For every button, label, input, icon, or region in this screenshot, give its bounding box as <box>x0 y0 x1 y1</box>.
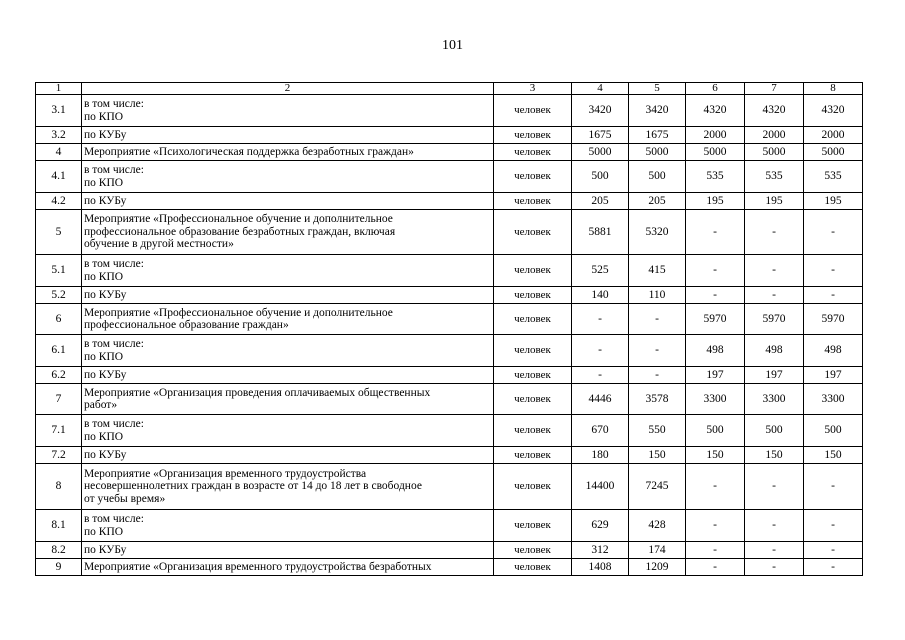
unit-cell: человек <box>494 304 572 335</box>
value-cell: 4446 <box>572 384 629 415</box>
table-row <box>36 193 863 210</box>
description-line: в том числе: <box>84 338 144 350</box>
value-cell: - <box>686 287 745 304</box>
unit-cell: человек <box>494 193 572 210</box>
value-cell: 4320 <box>686 95 745 127</box>
description-line: профессиональное образование безработных граждан, включая <box>84 225 396 238</box>
description-line: Мероприятие «Профессиональное обучение и дополнительное <box>84 306 393 319</box>
value-cell: 3420 <box>629 95 686 127</box>
value-cell: 5320 <box>629 210 686 255</box>
row-number-cell: 5.1 <box>36 255 82 287</box>
unit-cell: человек <box>494 384 572 415</box>
description-cell <box>82 464 494 510</box>
description-line: Мероприятие «Психологическая поддержка безработных граждан» <box>84 145 414 158</box>
unit-cell: человек <box>494 559 572 576</box>
row-number-cell: 5.2 <box>36 287 82 304</box>
value-cell: - <box>804 210 863 255</box>
value-cell: 205 <box>572 193 629 210</box>
value-cell: 670 <box>572 415 629 447</box>
row-number-cell: 8.1 <box>36 510 82 542</box>
value-cell: 2000 <box>686 127 745 144</box>
table-row <box>36 335 863 367</box>
value-cell: 1675 <box>572 127 629 144</box>
description-cell <box>82 447 494 464</box>
value-cell: 205 <box>629 193 686 210</box>
row-number-cell: 3.1 <box>36 95 82 127</box>
unit-cell: человек <box>494 287 572 304</box>
value-cell: 500 <box>629 161 686 193</box>
value-cell: 110 <box>629 287 686 304</box>
unit-cell: человек <box>494 161 572 193</box>
row-number-cell: 4.1 <box>36 161 82 193</box>
page-number: 101 <box>442 38 463 53</box>
description-cell <box>82 210 494 255</box>
description-cell <box>82 255 494 287</box>
row-number-cell: 7 <box>36 384 82 415</box>
value-cell: 498 <box>686 335 745 367</box>
value-cell: - <box>745 464 804 510</box>
value-cell: - <box>804 287 863 304</box>
row-number-cell: 9 <box>36 559 82 576</box>
table-row <box>36 95 863 127</box>
value-cell: - <box>572 304 629 335</box>
unit-cell: человек <box>494 335 572 367</box>
header-cell: 2 <box>82 83 494 95</box>
table-row <box>36 210 863 255</box>
row-number-cell: 7.2 <box>36 447 82 464</box>
value-cell: 5000 <box>572 144 629 161</box>
description-line: несовершеннолетних граждан в возрасте от 14 до 18 лет в свободное <box>84 480 422 493</box>
value-cell: 195 <box>745 193 804 210</box>
value-cell: 312 <box>572 542 629 559</box>
value-cell: 535 <box>686 161 745 193</box>
description-line: по КПО <box>84 270 124 283</box>
value-cell: 2000 <box>804 127 863 144</box>
description-line: по КУБу <box>84 543 127 556</box>
description-line: Мероприятие «Организация проведения оплачиваемых общественных <box>84 386 431 399</box>
value-cell: 150 <box>686 447 745 464</box>
description-line: работ» <box>84 399 118 411</box>
value-cell: - <box>804 542 863 559</box>
table-row <box>36 447 863 464</box>
table-row <box>36 144 863 161</box>
row-number-cell: 8 <box>36 464 82 510</box>
description-cell <box>82 95 494 127</box>
value-cell: 150 <box>629 447 686 464</box>
value-cell: - <box>572 367 629 384</box>
value-cell: 5000 <box>745 144 804 161</box>
value-cell: 535 <box>804 161 863 193</box>
value-cell: - <box>804 464 863 510</box>
value-cell: - <box>686 510 745 542</box>
row-number-cell: 6.1 <box>36 335 82 367</box>
description-line: в том числе: <box>84 513 144 525</box>
value-cell: - <box>629 335 686 367</box>
value-cell: 1675 <box>629 127 686 144</box>
value-cell: - <box>745 542 804 559</box>
description-line: в том числе: <box>84 418 144 430</box>
value-cell: 3578 <box>629 384 686 415</box>
value-cell: - <box>804 255 863 287</box>
description-line: по КУБу <box>84 448 127 461</box>
description-cell <box>82 384 494 415</box>
value-cell: 500 <box>804 415 863 447</box>
table-header-row <box>36 83 863 95</box>
value-cell: 5000 <box>686 144 745 161</box>
row-number-cell: 7.1 <box>36 415 82 447</box>
value-cell: - <box>804 510 863 542</box>
value-cell: 140 <box>572 287 629 304</box>
description-line: в том числе: <box>84 258 144 270</box>
table-row <box>36 367 863 384</box>
row-number-cell: 5 <box>36 210 82 255</box>
description-cell <box>82 335 494 367</box>
unit-cell: человек <box>494 542 572 559</box>
row-number-cell: 4 <box>36 144 82 161</box>
description-line: в том числе: <box>84 164 144 176</box>
value-cell: 2000 <box>745 127 804 144</box>
value-cell: 3420 <box>572 95 629 127</box>
value-cell: 14400 <box>572 464 629 510</box>
value-cell: 150 <box>804 447 863 464</box>
table-row <box>36 304 863 335</box>
unit-cell: человек <box>494 255 572 287</box>
table-row <box>36 161 863 193</box>
description-cell <box>82 161 494 193</box>
value-cell: 415 <box>629 255 686 287</box>
description-line: по КПО <box>84 525 124 538</box>
value-cell: - <box>686 464 745 510</box>
table-row <box>36 415 863 447</box>
description-line: по КПО <box>84 110 124 123</box>
description-line: по КУБу <box>84 368 127 381</box>
header-cell: 7 <box>745 83 804 95</box>
header-cell: 8 <box>804 83 863 95</box>
value-cell: 428 <box>629 510 686 542</box>
header-cell: 1 <box>36 83 82 95</box>
description-line: Мероприятие «Профессиональное обучение и дополнительное <box>84 213 393 226</box>
value-cell: 150 <box>745 447 804 464</box>
row-number-cell: 4.2 <box>36 193 82 210</box>
value-cell: 5000 <box>804 144 863 161</box>
value-cell: 498 <box>745 335 804 367</box>
value-cell: - <box>629 304 686 335</box>
row-number-cell: 6.2 <box>36 367 82 384</box>
unit-cell: человек <box>494 415 572 447</box>
value-cell: 174 <box>629 542 686 559</box>
description-cell <box>82 287 494 304</box>
unit-cell: человек <box>494 144 572 161</box>
description-cell <box>82 367 494 384</box>
value-cell: - <box>745 287 804 304</box>
description-line: Мероприятие «Организация временного трудоустройства безработных <box>84 560 432 573</box>
value-cell: - <box>572 335 629 367</box>
description-line: в том числе: <box>84 98 144 110</box>
table-row <box>36 255 863 287</box>
value-cell: 1408 <box>572 559 629 576</box>
value-cell: 180 <box>572 447 629 464</box>
value-cell: 197 <box>804 367 863 384</box>
description-line: Мероприятие «Организация временного трудоустройства <box>84 467 367 480</box>
description-line: по КПО <box>84 176 124 189</box>
value-cell: 500 <box>686 415 745 447</box>
row-number-cell: 6 <box>36 304 82 335</box>
value-cell: 500 <box>572 161 629 193</box>
description-cell <box>82 127 494 144</box>
value-cell: 535 <box>745 161 804 193</box>
value-cell: - <box>686 255 745 287</box>
description-line: профессиональное образование граждан» <box>84 319 289 331</box>
value-cell: 3300 <box>745 384 804 415</box>
header-cell: 5 <box>629 83 686 95</box>
table-row <box>36 559 863 576</box>
description-cell <box>82 510 494 542</box>
value-cell: 550 <box>629 415 686 447</box>
value-cell: 3300 <box>686 384 745 415</box>
unit-cell: человек <box>494 367 572 384</box>
table-row <box>36 542 863 559</box>
description-line: по КУБу <box>84 194 127 207</box>
value-cell: 5970 <box>686 304 745 335</box>
value-cell: 195 <box>804 193 863 210</box>
unit-cell: человек <box>494 210 572 255</box>
value-cell: 4320 <box>745 95 804 127</box>
description-line: по КУБу <box>84 288 127 301</box>
table-row <box>36 510 863 542</box>
value-cell: - <box>629 367 686 384</box>
value-cell: 197 <box>745 367 804 384</box>
description-cell <box>82 542 494 559</box>
header-cell: 4 <box>572 83 629 95</box>
value-cell: 197 <box>686 367 745 384</box>
unit-cell: человек <box>494 447 572 464</box>
table-row <box>36 464 863 510</box>
value-cell: - <box>686 542 745 559</box>
value-cell: - <box>745 559 804 576</box>
value-cell: 5881 <box>572 210 629 255</box>
value-cell: - <box>686 210 745 255</box>
description-line: обучение в другой местности» <box>84 238 234 251</box>
value-cell: 7245 <box>629 464 686 510</box>
unit-cell: человек <box>494 127 572 144</box>
value-cell: - <box>745 510 804 542</box>
header-cell: 3 <box>494 83 572 95</box>
value-cell: - <box>745 210 804 255</box>
description-line: по КПО <box>84 350 124 363</box>
unit-cell: человек <box>494 95 572 127</box>
value-cell: 1209 <box>629 559 686 576</box>
value-cell: 629 <box>572 510 629 542</box>
row-number-cell: 8.2 <box>36 542 82 559</box>
value-cell: 525 <box>572 255 629 287</box>
unit-cell: человек <box>494 464 572 510</box>
data-table <box>35 82 863 576</box>
description-cell <box>82 144 494 161</box>
value-cell: 4320 <box>804 95 863 127</box>
table-row <box>36 287 863 304</box>
description-cell <box>82 304 494 335</box>
description-line: по КУБу <box>84 128 127 141</box>
description-line: по КПО <box>84 430 124 443</box>
value-cell: - <box>745 255 804 287</box>
value-cell: 5000 <box>629 144 686 161</box>
description-cell <box>82 559 494 576</box>
unit-cell: человек <box>494 510 572 542</box>
table-row <box>36 127 863 144</box>
value-cell: - <box>686 559 745 576</box>
row-number-cell: 3.2 <box>36 127 82 144</box>
description-cell <box>82 415 494 447</box>
value-cell: 3300 <box>804 384 863 415</box>
value-cell: 500 <box>745 415 804 447</box>
value-cell: 5970 <box>804 304 863 335</box>
value-cell: 195 <box>686 193 745 210</box>
header-cell: 6 <box>686 83 745 95</box>
value-cell: - <box>804 559 863 576</box>
value-cell: 498 <box>804 335 863 367</box>
value-cell: 5970 <box>745 304 804 335</box>
description-line: от учебы время» <box>84 492 166 505</box>
description-cell <box>82 193 494 210</box>
table-row <box>36 384 863 415</box>
